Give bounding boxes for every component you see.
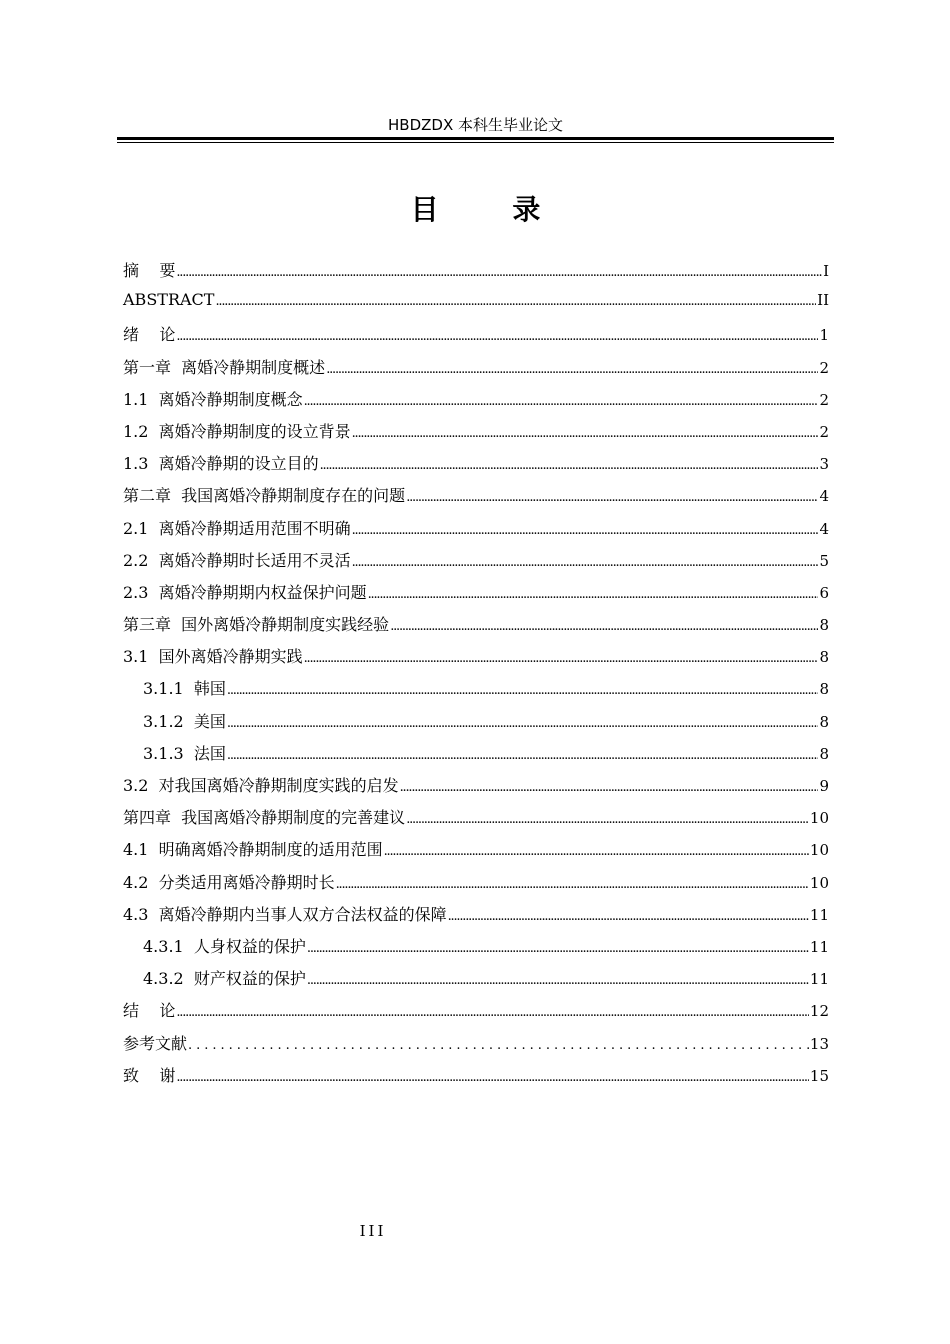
toc-entry-page: II bbox=[817, 291, 829, 310]
toc-leader bbox=[368, 587, 819, 602]
toc-leader bbox=[406, 490, 818, 505]
toc-entry-references[interactable] bbox=[123, 1031, 829, 1063]
toc-entry-label: 2.2 离婚冷静期时长适用不灵活 bbox=[123, 550, 351, 570]
toc-leader bbox=[352, 555, 819, 570]
toc-entry-label: 第二章 我国离婚冷静期制度存在的问题 bbox=[123, 486, 406, 506]
toc-entry-label: 1.1 离婚冷静期制度概念 bbox=[123, 389, 303, 409]
toc-entry-page: 10 bbox=[809, 873, 829, 892]
toc-entry-label: 致 谢 bbox=[123, 1065, 176, 1085]
toc-entry-page: 13 bbox=[809, 1034, 829, 1053]
toc-entry-2-2[interactable] bbox=[123, 548, 829, 580]
toc-entry-introduction[interactable] bbox=[123, 322, 829, 354]
toc-entry-label: 参考文献 bbox=[123, 1033, 188, 1053]
toc-leader bbox=[400, 780, 819, 795]
toc-leader bbox=[406, 812, 809, 827]
toc-leader bbox=[188, 1038, 809, 1053]
toc-leader bbox=[176, 1005, 809, 1020]
toc-entry-page: 6 bbox=[819, 583, 829, 602]
toc-entry-page: 3 bbox=[819, 455, 829, 474]
toc-entry-page: 12 bbox=[809, 1002, 829, 1021]
toc-entry-1-1[interactable] bbox=[123, 387, 829, 419]
toc-entry-label: 绪 论 bbox=[123, 325, 176, 345]
toc-title: 目 录 bbox=[410, 193, 573, 226]
toc-entry-2-3[interactable] bbox=[123, 580, 829, 612]
toc-entry-page: 9 bbox=[819, 777, 829, 795]
toc-leader bbox=[320, 458, 819, 473]
toc-entry-conclusion[interactable] bbox=[123, 998, 829, 1030]
toc-entry-label: ABSTRACT bbox=[123, 290, 215, 310]
toc-leader bbox=[307, 973, 809, 988]
toc-entry-page: 11 bbox=[809, 905, 829, 924]
toc-leader bbox=[227, 683, 819, 698]
toc-entry-label: 4.3 离婚冷静期内当事人双方合法权益的保障 bbox=[123, 904, 447, 924]
toc-entry-chapter-2[interactable] bbox=[123, 483, 829, 515]
toc-entry-page: 11 bbox=[809, 937, 829, 956]
toc-leader bbox=[176, 1070, 809, 1085]
page-header: HBDZDX 本科生毕业论文 bbox=[388, 116, 563, 134]
toc-leader bbox=[352, 523, 819, 538]
toc-entry-chapter-1[interactable] bbox=[123, 355, 829, 387]
toc-entry-label: 3.1 国外离婚冷静期实践 bbox=[123, 647, 303, 667]
toc-entry-3-1-1[interactable] bbox=[123, 676, 829, 708]
toc-entry-label: 4.1 明确离婚冷静期制度的适用范围 bbox=[123, 840, 383, 860]
toc-entry-label: 1.3 离婚冷静期的设立目的 bbox=[123, 454, 319, 474]
toc-entry-label: 4.3.1 人身权益的保护 bbox=[143, 936, 306, 956]
toc-entry-1-2[interactable] bbox=[123, 419, 829, 451]
toc-entry-chapter-4[interactable] bbox=[123, 805, 829, 837]
toc-entry-page: 1 bbox=[819, 326, 829, 345]
toc-leader bbox=[304, 651, 819, 666]
page-number: III bbox=[359, 1222, 387, 1240]
toc-entry-label: 3.1.2 美国 bbox=[143, 711, 226, 731]
header-rule bbox=[117, 137, 834, 140]
toc-entry-label: 2.3 离婚冷静期期内权益保护问题 bbox=[123, 582, 367, 602]
toc-entry-label: 4.3.2 财产权益的保护 bbox=[143, 969, 306, 989]
toc-entry-page: 2 bbox=[819, 358, 829, 377]
toc-entry-page: 2 bbox=[819, 390, 829, 409]
toc-leader bbox=[384, 844, 809, 859]
toc-entry-page: 8 bbox=[819, 616, 829, 635]
toc-leader bbox=[307, 941, 809, 956]
toc-entry-3-1-3[interactable] bbox=[123, 741, 829, 773]
toc-entry-label: 第四章 我国离婚冷静期制度的完善建议 bbox=[123, 808, 406, 828]
toc-entry-page: 8 bbox=[819, 648, 829, 667]
toc-leader bbox=[215, 294, 816, 309]
toc-leader bbox=[176, 329, 818, 344]
toc-entry-4-3-2[interactable] bbox=[123, 966, 829, 998]
toc-entry-page: 5 bbox=[819, 551, 829, 570]
toc-entry-chapter-3[interactable] bbox=[123, 612, 829, 644]
toc-entry-label: 3.1.1 韩国 bbox=[143, 679, 226, 699]
table-of-contents bbox=[123, 258, 829, 1095]
toc-entry-page: 10 bbox=[809, 809, 829, 828]
toc-leader bbox=[336, 877, 809, 892]
toc-entry-3-1-2[interactable] bbox=[123, 709, 829, 741]
toc-entry-4-1[interactable] bbox=[123, 837, 829, 869]
toc-entry-page: 10 bbox=[809, 841, 829, 860]
toc-entry-label: 1.2 离婚冷静期制度的设立背景 bbox=[123, 421, 351, 441]
toc-entry-label: 3.2 对我国离婚冷静期制度实践的启发 bbox=[123, 776, 399, 795]
toc-entry-page: 8 bbox=[819, 712, 829, 731]
toc-entry-1-3[interactable] bbox=[123, 451, 829, 483]
toc-entry-label: 结 论 bbox=[123, 1001, 176, 1021]
toc-leader bbox=[227, 748, 819, 763]
toc-entry-4-2[interactable] bbox=[123, 870, 829, 902]
toc-leader bbox=[326, 362, 818, 377]
toc-entry-page: 8 bbox=[819, 680, 829, 699]
toc-leader bbox=[352, 426, 819, 441]
toc-entry-page: 4 bbox=[819, 487, 829, 506]
toc-leader bbox=[448, 909, 809, 924]
toc-entry-page: 8 bbox=[819, 744, 829, 763]
toc-entry-acknowledgements[interactable] bbox=[123, 1063, 829, 1095]
toc-entry-page: 15 bbox=[809, 1066, 829, 1085]
header-rule-thin bbox=[117, 142, 834, 143]
toc-entry-label: 2.1 离婚冷静期适用范围不明确 bbox=[123, 518, 351, 538]
toc-entry-page: 2 bbox=[819, 422, 829, 441]
toc-entry-4-3-1[interactable] bbox=[123, 934, 829, 966]
toc-entry-4-3[interactable] bbox=[123, 902, 829, 934]
toc-entry-label: 第三章 国外离婚冷静期制度实践经验 bbox=[123, 615, 390, 635]
toc-leader bbox=[176, 265, 822, 280]
toc-entry-label: 4.2 分类适用离婚冷静期时长 bbox=[123, 872, 335, 892]
toc-leader bbox=[227, 716, 819, 731]
toc-entry-abstract-cn[interactable] bbox=[123, 258, 829, 290]
toc-entry-label: 摘 要 bbox=[123, 261, 176, 280]
toc-entry-page: 11 bbox=[809, 970, 829, 989]
toc-entry-label: 第一章 离婚冷静期制度概述 bbox=[123, 357, 326, 377]
toc-entry-2-1[interactable] bbox=[123, 516, 829, 548]
toc-entry-abstract-en[interactable] bbox=[123, 290, 829, 322]
toc-entry-3-1[interactable] bbox=[123, 644, 829, 676]
toc-entry-3-2[interactable] bbox=[123, 773, 829, 805]
toc-entry-page: I bbox=[823, 262, 829, 280]
toc-entry-label: 3.1.3 法国 bbox=[143, 743, 226, 763]
toc-leader bbox=[390, 619, 818, 634]
toc-leader bbox=[304, 394, 819, 409]
toc-entry-page: 4 bbox=[819, 519, 829, 538]
